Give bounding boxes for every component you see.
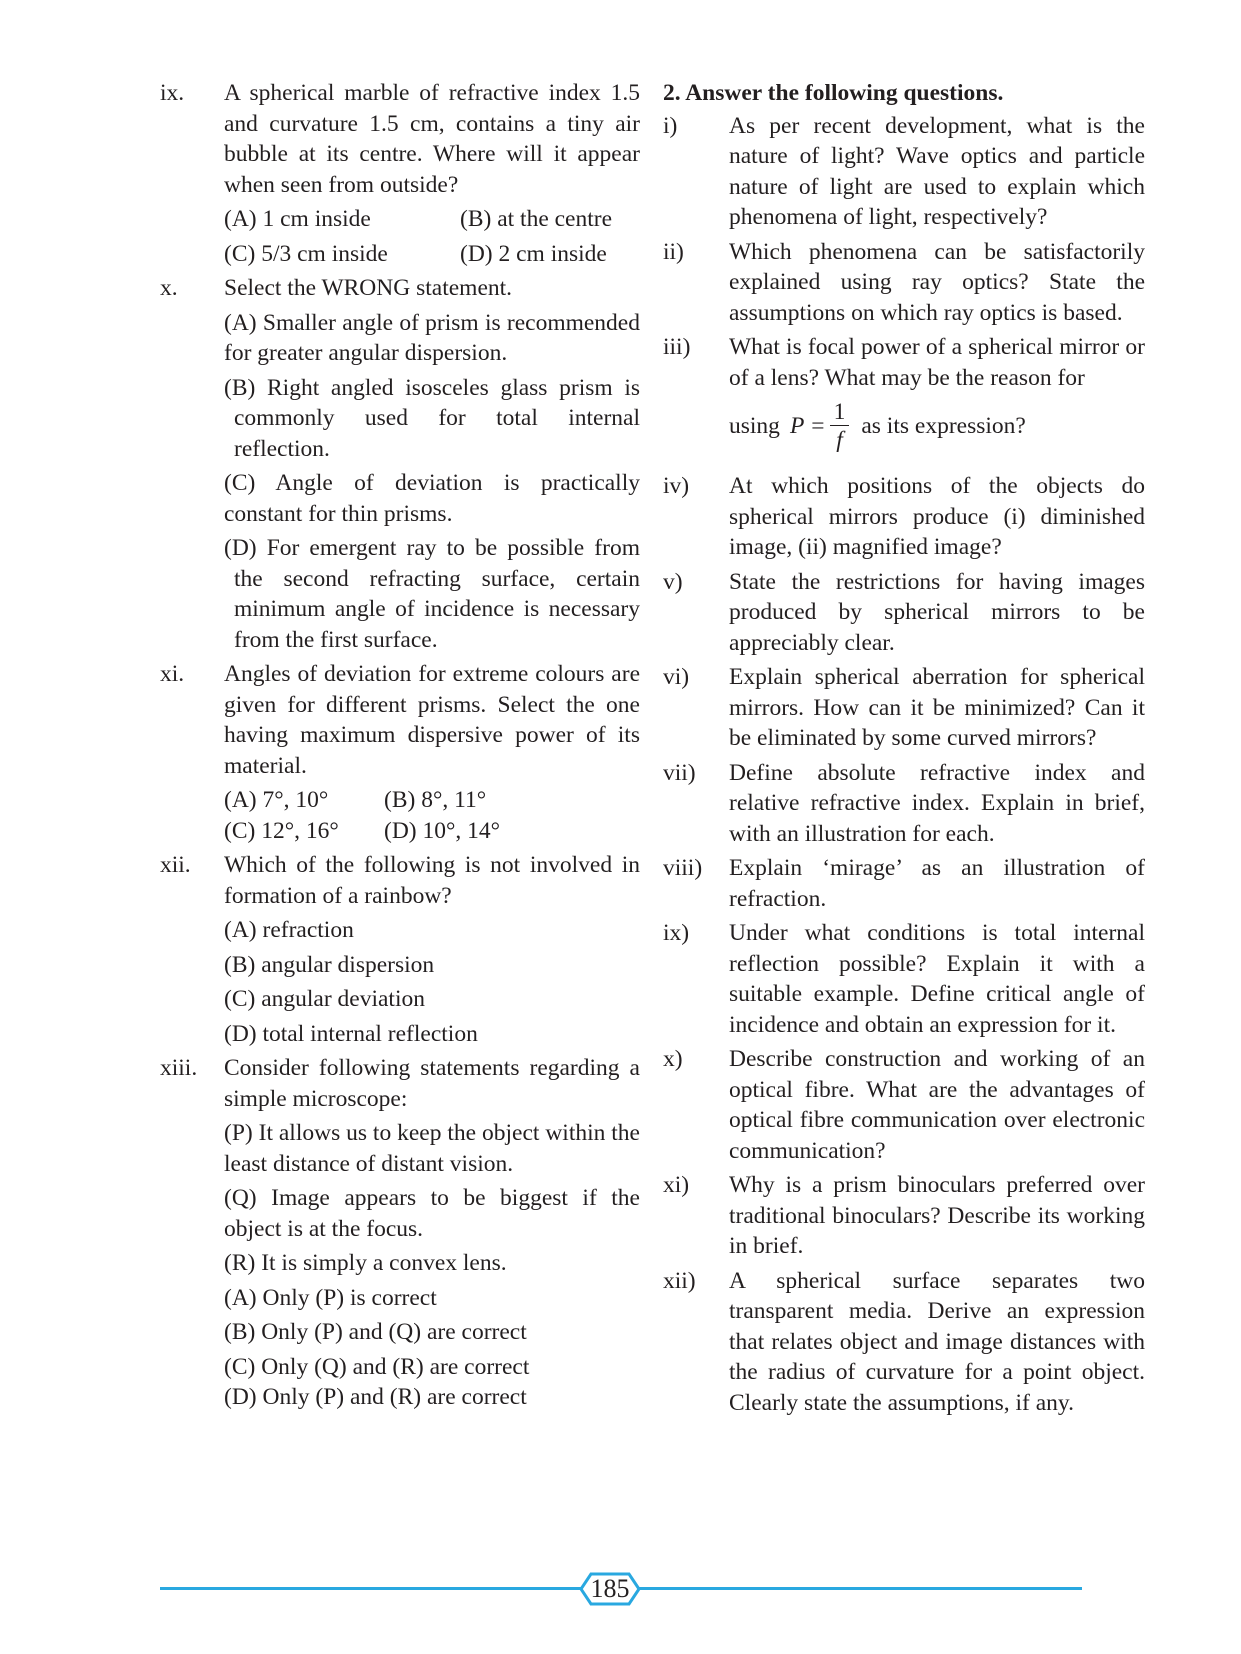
question-iii: [663, 332, 1145, 457]
right-column: [663, 78, 1145, 1422]
question-stem: Select the WRONG statement.: [224, 275, 513, 301]
footer-rule-right: [639, 1587, 1082, 1590]
option-c: (C) 5/3 cm inside: [224, 240, 388, 267]
formula-prefix: using: [729, 412, 780, 439]
question-text: What is focal power of a spherical mirror or of a lens? What may be the reason for: [729, 334, 1145, 391]
question-text: Which phenomena can be satisfactorily explained using ray optics? State the assumptions on which ray optics is based.: [729, 238, 1145, 326]
question-x: [663, 1044, 1145, 1166]
option-d: (D) 10°, 14°: [384, 817, 501, 844]
question-number: i): [663, 112, 678, 139]
question-viii: [663, 853, 1145, 914]
question-xi: [663, 1170, 1145, 1262]
question-number: viii): [663, 855, 703, 881]
mcq-xi: [160, 659, 640, 846]
option-a: (A) refraction: [224, 917, 354, 943]
option-a: (A) 1 cm inside: [224, 206, 371, 232]
question-text: Describe construction and working of an optical fibre. What are the advantages of optical fibre communication over electronic communication?: [729, 1046, 1145, 1164]
statement-q: (Q) Image appears to be biggest if the object is at the focus.: [224, 1185, 640, 1242]
formula-suffix: as its expression?: [861, 412, 1026, 439]
left-column: [160, 78, 640, 1417]
question-vi: [663, 662, 1145, 754]
mcq-ix: [160, 78, 640, 269]
question-text: As per recent development, what is the nature of light? Wave optics and particle nature of light are used to explain which phenomena of light, respectively?: [729, 112, 1145, 230]
question-number: x): [663, 1046, 683, 1072]
option-row: [224, 239, 640, 270]
mcq-x: [160, 273, 640, 655]
fraction-denominator: f: [836, 426, 843, 453]
question-ii: [663, 237, 1145, 329]
option-c: (C) 12°, 16°: [224, 817, 339, 844]
question-text: At which positions of the objects do spherical mirrors produce (i) diminished image, (ii) magnified image?: [729, 473, 1145, 560]
footer-rule-left: [160, 1587, 581, 1590]
question-v: [663, 567, 1145, 659]
question-text: State the restrictions for having images produced by spherical mirrors to be appreciably clear.: [729, 568, 1145, 656]
option-a: (A) 7°, 10°: [224, 787, 329, 813]
option-c: (C) Angle of deviation is practically constant for thin prisms.: [224, 470, 640, 527]
question-stem: Which of the following is not involved in formation of a rainbow?: [224, 852, 640, 909]
question-number: ix.: [160, 80, 185, 106]
mcq-xiii: [160, 1053, 640, 1413]
option-d: (D) Only (P) and (R) are correct: [224, 1384, 527, 1410]
question-number: v): [663, 568, 683, 595]
option-d: (D) For emergent ray to be possible from the second refracting surface, certain minimum angle of incidence is necessary from the first surface.: [224, 535, 640, 653]
statement-p: (P) It allows us to keep the object within the least distance of distant vision.: [224, 1120, 640, 1177]
question-stem: Angles of deviation for extreme colours are given for different prisms. Select the one having maximum dispersive power of its material.: [224, 661, 640, 779]
question-number: xii): [663, 1267, 696, 1294]
option-b: (B) at the centre: [460, 206, 613, 232]
question-text: A spherical surface separates two transparent media. Derive an expression that relates object and image distances with the radius of curvature for a point object. Clearly state the assumptions, if any.: [729, 1267, 1145, 1416]
option-a: (A) Smaller angle of prism is recommended for greater angular dispersion.: [224, 309, 640, 366]
statement-r: (R) It is simply a convex lens.: [224, 1250, 507, 1276]
option-b: (B) Only (P) and (Q) are correct: [224, 1319, 527, 1345]
option-a: (A) Only (P) is correct: [224, 1284, 437, 1311]
mcq-xii: [160, 850, 640, 1049]
question-text: Define absolute refractive index and relative refractive index. Explain in brief, with an illustration for each.: [729, 759, 1145, 847]
question-text: Explain ‘mirage’ as an illustration of refraction.: [729, 855, 1145, 912]
question-stem: Consider following statements regarding a simple microscope:: [224, 1055, 640, 1112]
question-text: Explain spherical aberration for spherical mirrors. How can it be minimized? Can it be eliminated by some curved mirrors?: [729, 664, 1145, 751]
fraction-numerator: 1: [830, 399, 850, 426]
question-number: vi): [663, 664, 690, 690]
question-text: Why is a prism binoculars preferred over traditional binoculars? Describe its working in brief.: [729, 1172, 1145, 1259]
fraction: [830, 399, 850, 454]
question-stem: A spherical marble of refractive index 1.5 and curvature 1.5 cm, contains a tiny air bubble at its centre. Where will it appear when seen from outside?: [224, 80, 640, 198]
question-number: xi.: [160, 661, 185, 687]
section-heading: 2. Answer the following questions.: [663, 80, 1004, 106]
question-number: xiii.: [160, 1055, 198, 1081]
formula-lhs: P =: [789, 412, 826, 439]
option-b: (B) Right angled isosceles glass prism is commonly used for total internal reflection.: [224, 374, 640, 462]
option-b: (B) 8°, 11°: [384, 787, 487, 813]
question-iv: [663, 471, 1145, 563]
question-number: ii): [663, 238, 684, 265]
question-text: Under what conditions is total internal reflection possible? Explain it with a suitable example. Define critical angle of incidence and obtain an expression for it.: [729, 920, 1145, 1038]
option-d: (D) 2 cm inside: [460, 240, 607, 267]
question-number: x.: [160, 275, 178, 301]
question-number: iii): [663, 334, 691, 360]
question-number: ix): [663, 920, 690, 946]
option-c: (C) Only (Q) and (R) are correct: [224, 1353, 530, 1380]
question-number: iv): [663, 473, 690, 499]
option-d: (D) total internal reflection: [224, 1020, 478, 1047]
option-b: (B) angular dispersion: [224, 951, 435, 978]
question-number: xii.: [160, 852, 191, 878]
question-ix: [663, 918, 1145, 1040]
option-row: [224, 816, 640, 847]
option-c: (C) angular deviation: [224, 986, 425, 1012]
page-number: 185: [590, 1574, 630, 1603]
option-row: [224, 785, 640, 816]
question-xii: [663, 1266, 1145, 1419]
option-row: [224, 204, 640, 235]
formula-line: [729, 395, 1145, 457]
question-i: [663, 111, 1145, 233]
question-vii: [663, 758, 1145, 850]
question-number: vii): [663, 759, 696, 786]
question-number: xi): [663, 1172, 690, 1198]
